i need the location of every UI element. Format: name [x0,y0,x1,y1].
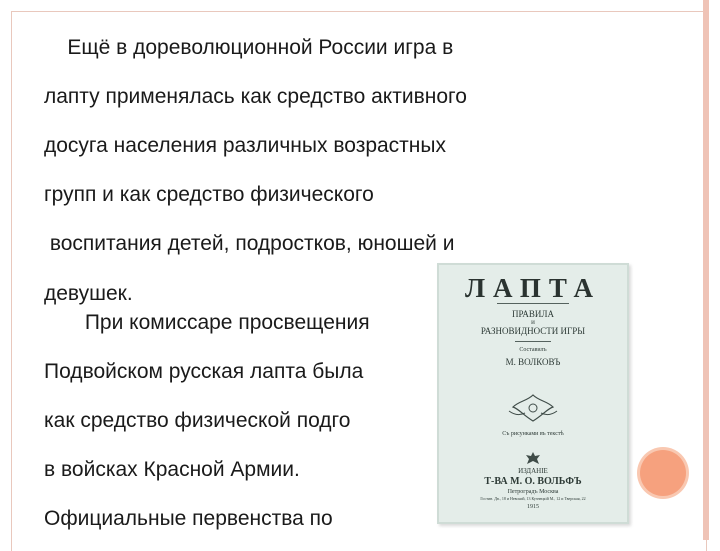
book-publisher: Т-ВА М. О. ВОЛЬФЪ [484,476,582,487]
right-accent-bar [703,0,709,540]
text-line: Подвойском русская лапта была [44,360,364,383]
ornament-icon [507,391,559,427]
text-line: досуга населения различных возрастных [44,134,446,157]
text-line: как средство физической подго [44,409,351,432]
book-author: М. ВОЛКОВЪ [505,357,561,367]
book-title: ЛАПТА [464,273,602,303]
eagle-emblem-icon [525,451,541,465]
text-line: девушек. [44,282,133,305]
text-line: Официальные первенства по [44,507,333,530]
book-edition-label: ИЗДАНІЕ [518,467,548,475]
text-line: воспитания детей, подростков, юношей и [44,232,455,255]
text-line: Ещё в дореволюционной России игра в [44,36,454,59]
book-cover-image [437,263,629,524]
book-cities: Петроградъ Москва [507,489,559,495]
divider [497,303,569,304]
book-subtitle: ПРАВИЛА [512,309,554,319]
text-line: в войсках Красной Армии. [44,458,300,481]
text-line: групп и как средство физического [44,183,374,206]
book-compiled-by: Составилъ [519,347,547,353]
decorative-circle [640,450,686,496]
book-subtitle: РАЗНОВИДНОСТИ ИГРЫ [480,326,586,336]
text-line: лапту применялась как средство активного [44,85,467,108]
book-illustrations-note: Съ рисунками въ текстѣ [502,431,564,437]
text-line: При комиссаре просвещения [44,311,370,334]
divider [515,341,551,342]
book-addresses: Гостин. Дв., 18 и Невский, 13 Кузнецкій М., 12 и Тверская, 22 [480,496,586,501]
book-year: 1915 [527,504,539,510]
book-subtitle-and: и [531,318,535,326]
